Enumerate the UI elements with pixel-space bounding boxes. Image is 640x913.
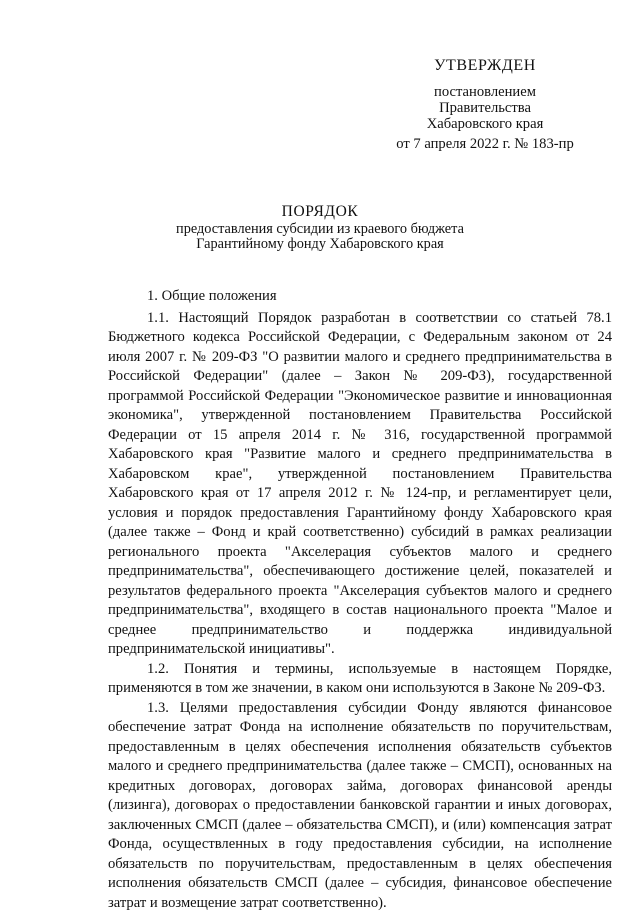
subtitle-line-2: Гарантийному фонду Хабаровского края [0, 237, 640, 252]
approval-date: от 7 апреля 2022 г. № 183-пр [380, 136, 590, 152]
document-title: ПОРЯДОК [0, 203, 640, 221]
approval-line-3: Хабаровского края [380, 116, 590, 132]
section-heading: 1. Общие положения [108, 287, 612, 307]
approval-line-1: постановлением [380, 84, 590, 100]
approval-title: УТВЕРЖДЕН [380, 58, 590, 74]
approval-line-2: Правительства [380, 100, 590, 116]
approval-stamp [380, 58, 590, 152]
document-subtitle [0, 222, 640, 252]
paragraph-1-3: 1.3. Целями предоставления субсидии Фонду являются финансовое обеспечение затрат Фонда на исполнение обязательств по поручительствам, предоставленным в целях обеспечения исполнения обязательств субъектов малого и среднего предпринимательства (далее также – СМСП), основанных на кредитных договорах, договорах займа, договорах финансовой аренды (лизинга), договорах о предоставлении банковской гарантии и иных договорах, заключенных СМСП (далее – обязательства СМСП), и (или) компенсация затрат Фонда, осуществленных в году предоставления субсидии, на исполнение обязательств по поручительствам, предоставленным в целях обеспечения исполнения обязательств СМСП (далее – субсидия, финансовое обеспечение затрат и возмещение затрат соответственно). [108, 699, 612, 913]
paragraph-1-1: 1.1. Настоящий Порядок разработан в соответствии со статьей 78.1 Бюджетного кодекса Российской Федерации, с Федеральным законом от 24 июля 2007 г. № 209-ФЗ "О развитии малого и среднего предпринимательства в Российской Федерации" (далее – Закон № 209-ФЗ), государственной программой Российской Федерации "Экономическое развитие и инновационная экономика", утвержденной постановлением Правительства Российской Федерации от 15 апреля 2014 г. № 316, государственной программой Хабаровского края "Развитие малого и среднего предпринимательства в Хабаровском крае", утвержденной постановлением Правительства Хабаровского края от 17 апреля 2012 г. № 124-пр, и регламентирует цели, условия и порядок предоставления Гарантийному фонду Хабаровского края (далее также – Фонд и край соответственно) субсидий в рамках реализации регионального проекта "Акселерация субъектов малого и среднего предпринимательства", обеспечивающего достижение целей, показателей и результатов федерального проекта "Акселерация субъектов малого и среднего предпринимательства", входящего в состав национального проекта "Малое и среднее предпринимательство и поддержка индивидуальной предпринимательской инициативы". [108, 309, 612, 660]
document-body [108, 287, 612, 913]
paragraph-1-2: 1.2. Понятия и термины, используемые в настоящем Порядке, применяются в том же значении, в каком они используются в Законе № 209-ФЗ. [108, 660, 612, 699]
subtitle-line-1: предоставления субсидии из краевого бюджета [0, 222, 640, 237]
